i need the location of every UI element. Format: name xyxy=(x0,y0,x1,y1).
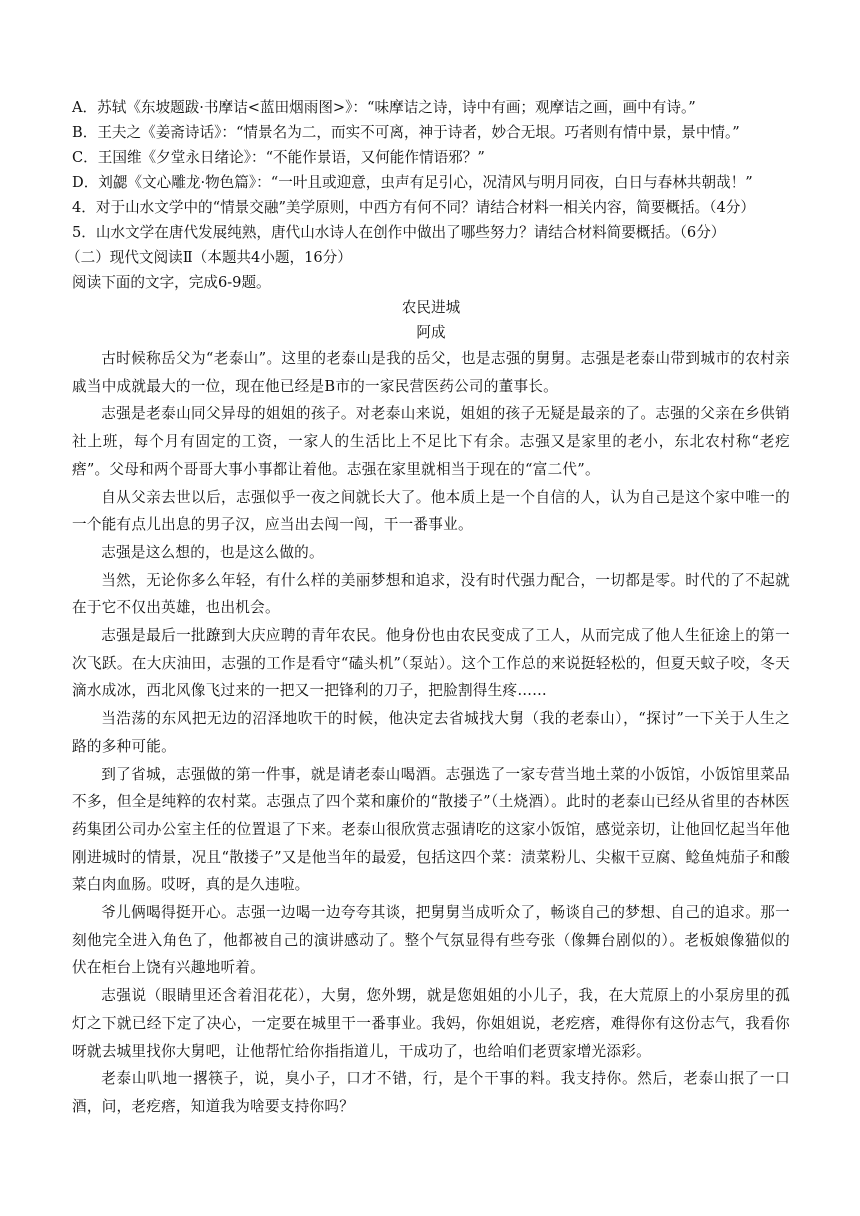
article-paragraph: 古时候称岳父为“老泰山”。这里的老泰山是我的岳父，也是志强的舅舅。志强是老泰山带到城市的农村亲戚当中成就最大的一位，现在他已经是B市的一家民营医药公司的董事长。 xyxy=(72,350,790,395)
option-c: C．王国维《夕堂永日绪论》：“不能作景语，又何能作情语邪？” xyxy=(72,149,485,166)
article-paragraph: 爷儿俩喝得挺开心。志强一边喝一边夸夸其谈，把舅舅当成听众了，畅谈自己的梦想、自己的追求。那一刻他完全进入角色了，他都被自己的演讲感动了。整个气氛显得有些夸张（像舞台剧似的）。老板娘像猫似的伏在柜台上饶有兴趣地听着。 xyxy=(72,904,790,977)
document-page xyxy=(66,95,790,1121)
article-paragraph: 志强说（眼睛里还含着泪花花），大舅，您外甥，就是您姐姐的小儿子，我，在大荒原上的小泵房里的孤灯之下就已经下定了决心，一定要在城里干一番事业。我妈，你姐姐说，老疙瘩，难得你有这份志气，我看你呀就去城里找你大舅吧，让他帮忙给你指指道儿，干成功了，也给咱们老贾家增光添彩。 xyxy=(72,987,790,1060)
article-paragraph: 老泰山叭地一撂筷子，说，臭小子，口才不错，行，是个干事的料。我支持你。然后，老泰山抿了一口酒，问，老疙瘩，知道我为啥要支持你吗？ xyxy=(72,1070,790,1115)
article-author: 阿成 xyxy=(416,324,446,341)
article-paragraph: 当然，无论你多么年轻，有什么样的美丽梦想和追求，没有时代强力配合，一切都是零。时代的了不起就在于它不仅出英雄，也出机会。 xyxy=(72,571,790,617)
article-paragraph: 自从父亲去世以后，志强似乎一夜之间就长大了。他本质上是一个自信的人，认为自己是这个家中唯一的一个能有点儿出息的男子汉，应当出去闯一闯，干一番事业。 xyxy=(72,488,790,534)
option-d: D．刘勰《文心雕龙·物色篇》：“一叶且或迎意，虫声有足引心，况清风与明月同夜，白日与春林共朝哉！” xyxy=(72,174,753,191)
article-paragraph: 到了省城，志强做的第一件事，就是请老泰山喝酒。志强选了一家专营当地土菜的小饭馆，小饭馆里菜品不多，但全是纯粹的农村菜。志强点了四个菜和廉价的“散搂子”（土烧酒）。此时的老泰山已经从省里的杏林医药集团公司办公室主任的位置退了下来。老泰山很欣赏志强请吃的这家小饭馆，感觉亲切，让他回忆起当年他刚进城时的情景，况且“散搂子”又是他当年的最爱，包括这四个菜：渍菜粉儿、尖椒干豆腐、鲶鱼炖茄子和酸菜白肉血肠。哎呀，真的是久违啦。 xyxy=(72,765,790,894)
article-title: 农民进城 xyxy=(401,299,461,316)
article-paragraph: 当浩荡的东风把无边的沼泽地吹干的时候，他决定去省城找大舅（我的老泰山），“探讨”一下关于人生之路的多种可能。 xyxy=(72,710,790,755)
article-paragraph: 志强是最后一批蹽到大庆应聘的青年农民。他身份也由农民变成了工人，从而完成了他人生征途上的第一次飞跃。在大庆油田，志强的工作是看守“磕头机”（泵站）。这个工作总的来说挺轻松的，但夏天蚊子咬，冬天滴水成冰，西北风像飞过来的一把又一把锋利的刀子，把脸割得生疼…… xyxy=(72,627,790,700)
reading-instruction: 阅读下面的文字，完成6-9题。 xyxy=(72,274,271,291)
section-heading: （二）现代文阅读Ⅱ（本题共4小题，16分） xyxy=(66,249,352,266)
option-a: A．苏轼《东坡题跋·书摩诘<蓝田烟雨图>》：“味摩诘之诗，诗中有画；观摩诘之画，画中有诗。” xyxy=(72,99,696,116)
article-paragraph: 志强是这么想的，也是这么做的。 xyxy=(101,543,324,561)
article-body xyxy=(72,345,790,1121)
question-4: 4．对于山水文学中的“情景交融”美学原则，中西方有何不同？请结合材料一相关内容，简要概括。（4分） xyxy=(72,199,755,216)
article-paragraph: 志强是老泰山同父异母的姐姐的孩子。对老泰山来说，姐姐的孩子无疑是最亲的了。志强的父亲在乡供销社上班，每个月有固定的工资，一家人的生活比上不足比下有余。志强又是家里的老小，东北农村称“老疙瘩”。父母和两个哥哥大事小事都让着他。志强在家里就相当于现在的“富二代”。 xyxy=(72,405,790,478)
option-b: B．王夫之《姜斋诗话》：“情景名为二，而实不可离，神于诗者，妙合无垠。巧者则有情中景，景中情。” xyxy=(72,124,740,141)
question-5: 5．山水文学在唐代发展纯熟，唐代山水诗人在创作中做出了哪些努力？请结合材料简要概括。（6分） xyxy=(72,224,726,241)
